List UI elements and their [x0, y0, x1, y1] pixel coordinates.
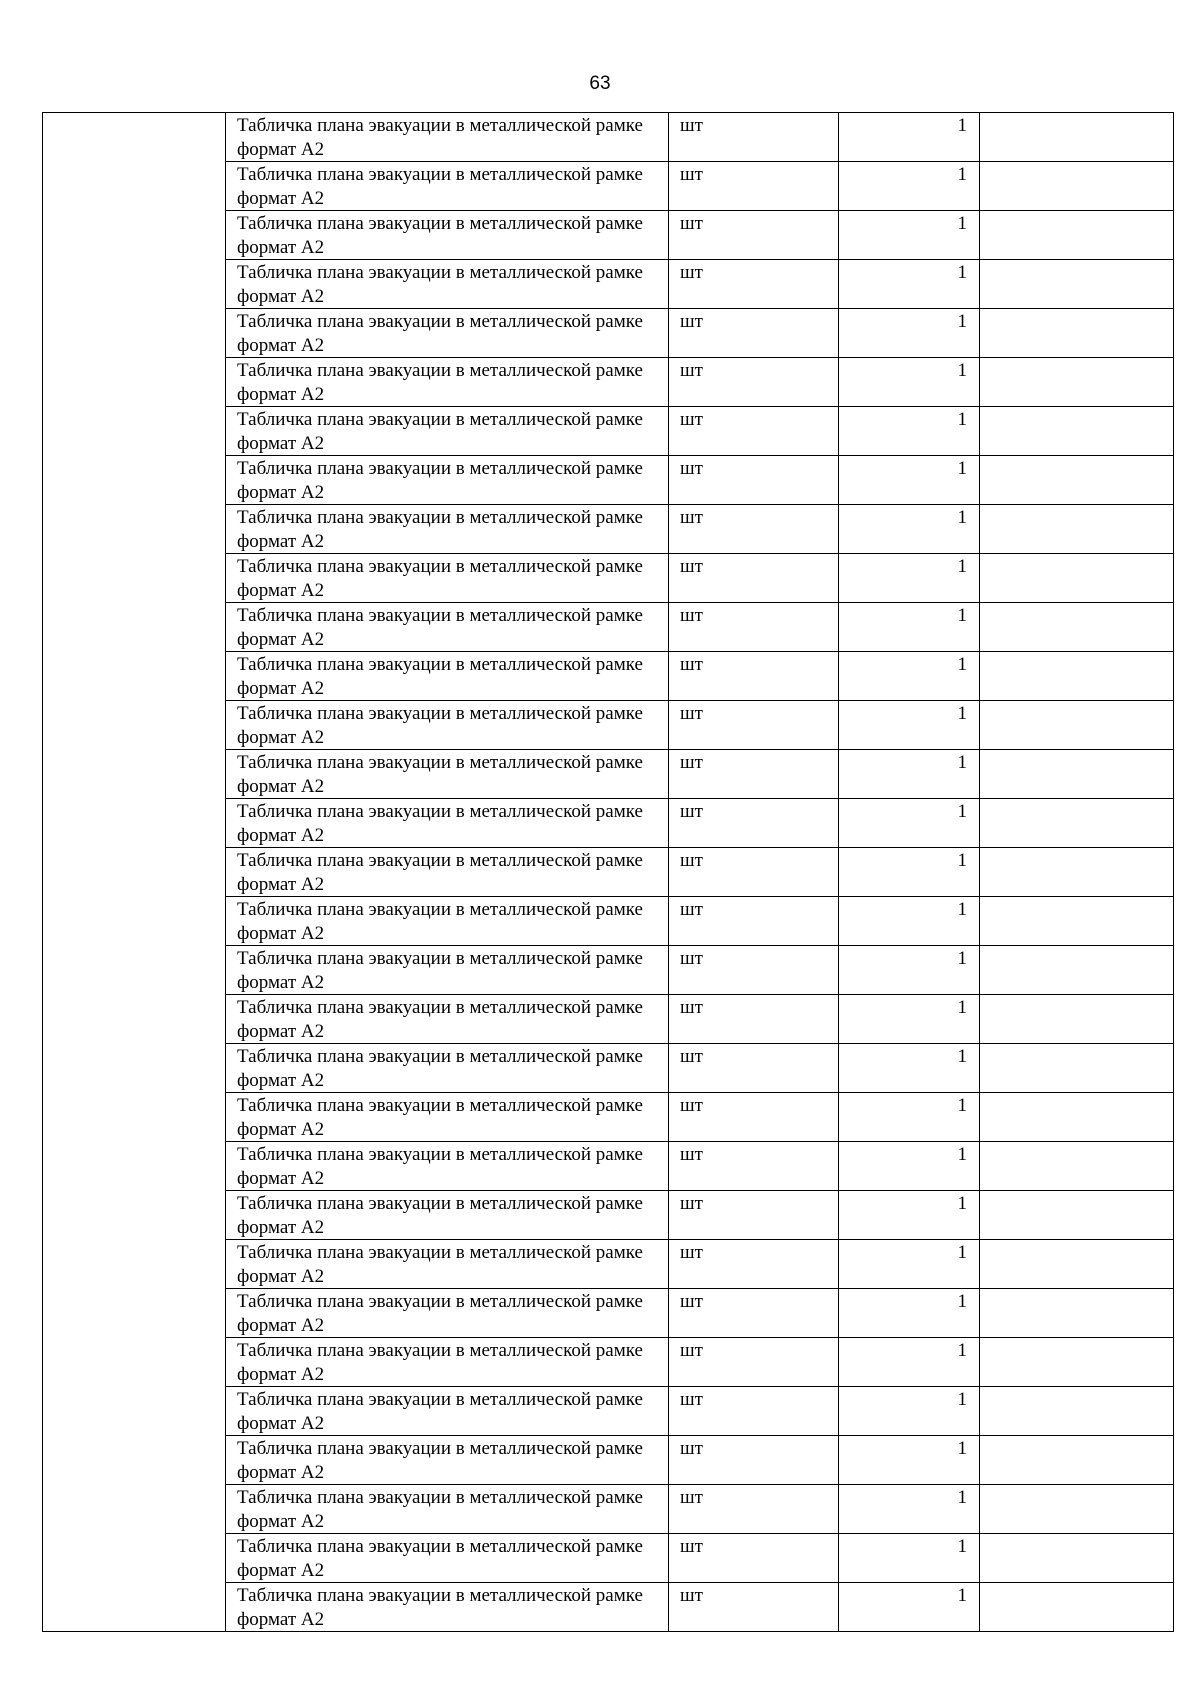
item-name-cell: Табличка плана эвакуации в металлической рамке формат А2 [226, 1289, 669, 1338]
quantity-cell: 1 [839, 1338, 980, 1387]
item-name-cell: Табличка плана эвакуации в металлической рамке формат А2 [226, 1485, 669, 1534]
item-name-cell: Табличка плана эвакуации в металлической рамке формат А2 [226, 260, 669, 309]
quantity-cell: 1 [839, 309, 980, 358]
item-name-cell: Табличка плана эвакуации в металлической рамке формат А2 [226, 113, 669, 162]
unit-cell: шт [669, 1583, 839, 1632]
quantity-cell: 1 [839, 652, 980, 701]
unit-cell: шт [669, 1387, 839, 1436]
unit-cell: шт [669, 1289, 839, 1338]
note-cell [980, 1289, 1174, 1338]
note-cell [980, 995, 1174, 1044]
note-cell [980, 1142, 1174, 1191]
note-cell [980, 1485, 1174, 1534]
unit-cell: шт [669, 652, 839, 701]
item-name-cell: Табличка плана эвакуации в металлической рамке формат А2 [226, 897, 669, 946]
unit-cell: шт [669, 603, 839, 652]
item-name-cell: Табличка плана эвакуации в металлической рамке формат А2 [226, 652, 669, 701]
note-cell [980, 799, 1174, 848]
note-cell [980, 505, 1174, 554]
item-name-cell: Табличка плана эвакуации в металлической рамке формат А2 [226, 701, 669, 750]
note-cell [980, 1534, 1174, 1583]
item-name-cell: Табличка плана эвакуации в металлической рамке формат А2 [226, 1534, 669, 1583]
quantity-cell: 1 [839, 1240, 980, 1289]
item-name-cell: Табличка плана эвакуации в металлической рамке формат А2 [226, 554, 669, 603]
unit-cell: шт [669, 1044, 839, 1093]
quantity-cell: 1 [839, 1436, 980, 1485]
item-name-cell: Табличка плана эвакуации в металлической рамке формат А2 [226, 358, 669, 407]
item-name-cell: Табличка плана эвакуации в металлической рамке формат А2 [226, 1240, 669, 1289]
unit-cell: шт [669, 1338, 839, 1387]
unit-cell: шт [669, 799, 839, 848]
unit-cell: шт [669, 848, 839, 897]
quantity-cell: 1 [839, 1142, 980, 1191]
item-name-cell: Табличка плана эвакуации в металлической рамке формат А2 [226, 1044, 669, 1093]
table-row [43, 113, 1174, 162]
note-cell [980, 1240, 1174, 1289]
note-cell [980, 1044, 1174, 1093]
quantity-cell: 1 [839, 1485, 980, 1534]
unit-cell: шт [669, 897, 839, 946]
unit-cell: шт [669, 260, 839, 309]
item-name-cell: Табличка плана эвакуации в металлической рамке формат А2 [226, 1142, 669, 1191]
note-cell [980, 211, 1174, 260]
note-cell [980, 1387, 1174, 1436]
item-name-cell: Табличка плана эвакуации в металлической рамке формат А2 [226, 505, 669, 554]
quantity-cell: 1 [839, 260, 980, 309]
item-name-cell: Табличка плана эвакуации в металлической рамке формат А2 [226, 1387, 669, 1436]
item-name-cell: Табличка плана эвакуации в металлической рамке формат А2 [226, 456, 669, 505]
item-name-cell: Табличка плана эвакуации в металлической рамке формат А2 [226, 799, 669, 848]
unit-cell: шт [669, 1436, 839, 1485]
unit-cell: шт [669, 1240, 839, 1289]
quantity-cell: 1 [839, 211, 980, 260]
unit-cell: шт [669, 1093, 839, 1142]
page-number: 63 [589, 73, 611, 94]
quantity-cell: 1 [839, 1093, 980, 1142]
note-cell [980, 358, 1174, 407]
equipment-table-container [42, 112, 1173, 1632]
item-name-cell: Табличка плана эвакуации в металлической рамке формат А2 [226, 995, 669, 1044]
quantity-cell: 1 [839, 1387, 980, 1436]
note-cell [980, 162, 1174, 211]
note-cell [980, 848, 1174, 897]
item-name-cell: Табличка плана эвакуации в металлической рамке формат А2 [226, 1436, 669, 1485]
quantity-cell: 1 [839, 554, 980, 603]
unit-cell: шт [669, 946, 839, 995]
quantity-cell: 1 [839, 1191, 980, 1240]
quantity-cell: 1 [839, 1583, 980, 1632]
unit-cell: шт [669, 211, 839, 260]
note-cell [980, 113, 1174, 162]
quantity-cell: 1 [839, 113, 980, 162]
unit-cell: шт [669, 358, 839, 407]
note-cell [980, 897, 1174, 946]
quantity-cell: 1 [839, 1044, 980, 1093]
quantity-cell: 1 [839, 750, 980, 799]
quantity-cell: 1 [839, 456, 980, 505]
note-cell [980, 1338, 1174, 1387]
quantity-cell: 1 [839, 505, 980, 554]
quantity-cell: 1 [839, 603, 980, 652]
item-name-cell: Табличка плана эвакуации в металлической рамке формат А2 [226, 1583, 669, 1632]
item-name-cell: Табличка плана эвакуации в металлической рамке формат А2 [226, 603, 669, 652]
quantity-cell: 1 [839, 358, 980, 407]
note-cell [980, 456, 1174, 505]
item-name-cell: Табличка плана эвакуации в металлической рамке формат А2 [226, 407, 669, 456]
quantity-cell: 1 [839, 407, 980, 456]
item-name-cell: Табличка плана эвакуации в металлической рамке формат А2 [226, 211, 669, 260]
item-name-cell: Табличка плана эвакуации в металлической рамке формат А2 [226, 1093, 669, 1142]
unit-cell: шт [669, 701, 839, 750]
note-cell [980, 407, 1174, 456]
quantity-cell: 1 [839, 848, 980, 897]
unit-cell: шт [669, 554, 839, 603]
note-cell [980, 1436, 1174, 1485]
note-cell [980, 1583, 1174, 1632]
note-cell [980, 260, 1174, 309]
equipment-table [42, 112, 1174, 1632]
merged-group-cell [43, 113, 226, 1632]
unit-cell: шт [669, 1191, 839, 1240]
item-name-cell: Табличка плана эвакуации в металлической рамке формат А2 [226, 309, 669, 358]
note-cell [980, 1191, 1174, 1240]
quantity-cell: 1 [839, 995, 980, 1044]
quantity-cell: 1 [839, 162, 980, 211]
item-name-cell: Табличка плана эвакуации в металлической рамке формат А2 [226, 1338, 669, 1387]
unit-cell: шт [669, 309, 839, 358]
note-cell [980, 554, 1174, 603]
item-name-cell: Табличка плана эвакуации в металлической рамке формат А2 [226, 750, 669, 799]
unit-cell: шт [669, 505, 839, 554]
note-cell [980, 309, 1174, 358]
item-name-cell: Табличка плана эвакуации в металлической рамке формат А2 [226, 1191, 669, 1240]
quantity-cell: 1 [839, 1534, 980, 1583]
quantity-cell: 1 [839, 946, 980, 995]
note-cell [980, 603, 1174, 652]
quantity-cell: 1 [839, 897, 980, 946]
unit-cell: шт [669, 1142, 839, 1191]
quantity-cell: 1 [839, 1289, 980, 1338]
equipment-table-body [43, 113, 1174, 1632]
unit-cell: шт [669, 162, 839, 211]
unit-cell: шт [669, 456, 839, 505]
note-cell [980, 701, 1174, 750]
quantity-cell: 1 [839, 701, 980, 750]
item-name-cell: Табличка плана эвакуации в металлической рамке формат А2 [226, 946, 669, 995]
unit-cell: шт [669, 407, 839, 456]
note-cell [980, 1093, 1174, 1142]
quantity-cell: 1 [839, 799, 980, 848]
unit-cell: шт [669, 113, 839, 162]
unit-cell: шт [669, 1534, 839, 1583]
note-cell [980, 652, 1174, 701]
item-name-cell: Табличка плана эвакуации в металлической рамке формат А2 [226, 848, 669, 897]
note-cell [980, 946, 1174, 995]
note-cell [980, 750, 1174, 799]
unit-cell: шт [669, 750, 839, 799]
unit-cell: шт [669, 995, 839, 1044]
unit-cell: шт [669, 1485, 839, 1534]
item-name-cell: Табличка плана эвакуации в металлической рамке формат А2 [226, 162, 669, 211]
